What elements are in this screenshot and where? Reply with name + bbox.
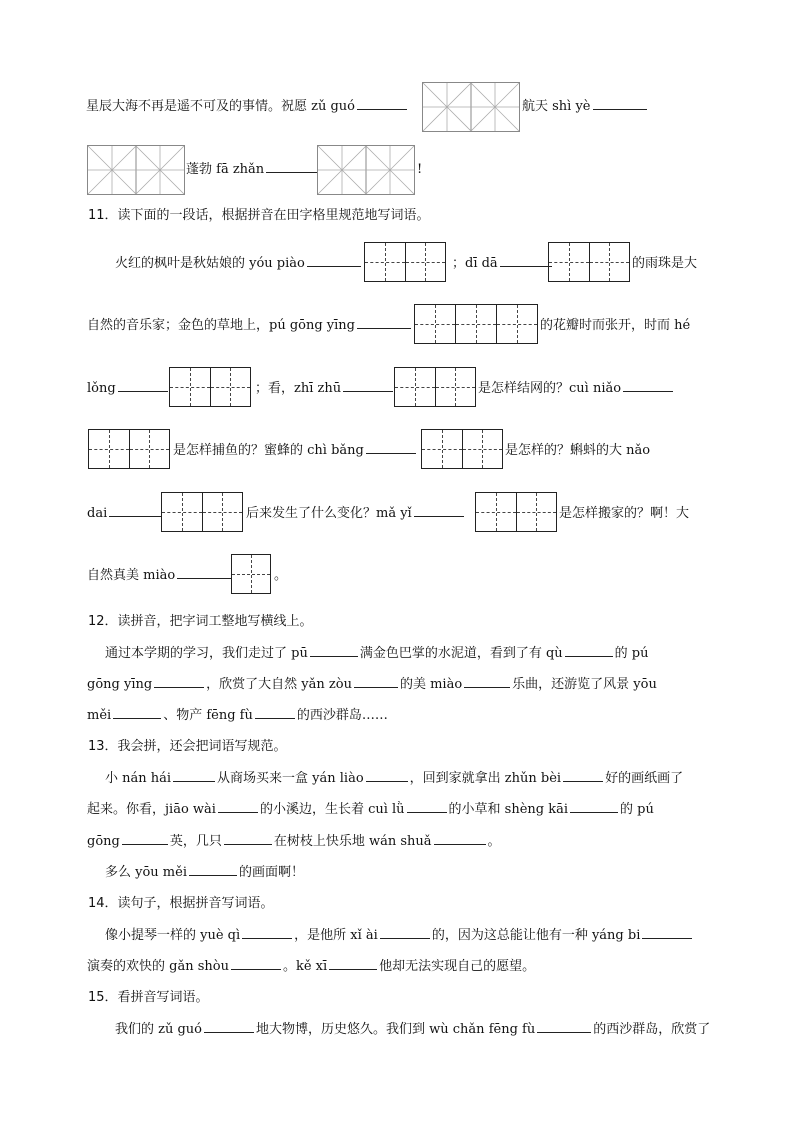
q10-line1-text: 星辰大海不再是遥不可及的事情。祝愿 zǔ guó — [86, 99, 356, 114]
answer-blank[interactable] — [329, 968, 377, 970]
answer-blank[interactable] — [255, 717, 295, 719]
tian-grid-2[interactable] — [169, 367, 251, 407]
answer-blank[interactable] — [109, 515, 161, 517]
text: 他却无法实现自己的愿望。 — [379, 959, 536, 974]
text: dai — [87, 506, 108, 521]
text: 演奏的欢快的 gǎn shòu — [87, 959, 229, 974]
text: 是怎样搬家的？啊！大 — [559, 506, 690, 521]
text: gōng yīng — [87, 677, 153, 692]
answer-blank[interactable] — [177, 577, 231, 579]
text: 通过本学期的学习，我们走过了 pū — [105, 646, 308, 661]
text: 满金色巴掌的水泥道，看到了有 qù — [359, 646, 563, 661]
text: 自然真美 miào — [87, 568, 176, 583]
text: 好的画纸画了 — [605, 771, 684, 786]
answer-blank[interactable] — [380, 937, 430, 939]
answer-blank[interactable] — [593, 108, 647, 110]
text: 是怎样的？蝌蚪的大 nǎo — [505, 443, 651, 458]
text: gōng — [87, 834, 120, 849]
answer-blank[interactable] — [307, 265, 361, 267]
tian-grid-2[interactable] — [394, 367, 476, 407]
answer-blank[interactable] — [122, 843, 168, 845]
text: ，回到家就拿出 zhǔn bèi — [409, 771, 562, 786]
answer-blank[interactable] — [357, 108, 407, 110]
answer-blank[interactable] — [464, 686, 510, 688]
text: 是怎样捕鱼的？蜜蜂的 chì bǎng — [173, 443, 364, 458]
q10-line1-after: 航天 shì yè — [522, 99, 591, 114]
q10-line2-end: ! — [417, 162, 423, 177]
answer-blank[interactable] — [343, 390, 393, 392]
text: 的小草和 shèng kāi — [448, 802, 569, 817]
answer-blank[interactable] — [204, 1031, 254, 1033]
answer-blank[interactable] — [366, 452, 416, 454]
text: 像小提琴一样的 yuè qì — [105, 928, 241, 943]
text: 的 pú — [614, 646, 649, 661]
text: lǒng — [87, 381, 116, 396]
answer-blank[interactable] — [366, 780, 408, 782]
tian-grid-2[interactable] — [88, 429, 170, 469]
answer-blank[interactable] — [113, 717, 161, 719]
answer-blank[interactable] — [266, 171, 318, 173]
q10-line2-after: 蓬勃 fā zhǎn — [186, 162, 265, 177]
text: 火红的枫叶是秋姑娘的 yóu piào — [115, 256, 305, 271]
answer-blank[interactable] — [407, 811, 447, 813]
text: 从商场买来一盒 yán liào — [217, 771, 364, 786]
answer-blank[interactable] — [231, 968, 281, 970]
text: 的 pú — [620, 802, 654, 817]
text: 多么 yōu měi — [105, 865, 187, 880]
question-title: 15．看拼音写词语。 — [88, 990, 209, 1005]
text: 的美 miào — [399, 677, 463, 692]
answer-blank[interactable] — [173, 780, 215, 782]
text: 乐曲，还游览了风景 yōu — [512, 677, 657, 692]
text: měi — [87, 708, 112, 723]
question-title: 13．我会拼，还会把词语写规范。 — [88, 739, 287, 754]
text: 、物产 fēng fù — [163, 708, 253, 723]
answer-blank[interactable] — [354, 686, 398, 688]
text: ，是他所 xǐ ài — [294, 928, 378, 943]
mi-grid-2[interactable] — [87, 145, 185, 195]
text: 的小溪边，生长着 cuì lǜ — [259, 802, 405, 817]
mi-grid-2[interactable] — [422, 82, 520, 132]
tian-grid-2[interactable] — [421, 429, 503, 469]
answer-blank[interactable] — [218, 811, 258, 813]
answer-blank[interactable] — [500, 265, 552, 267]
text: 地大物博，历史悠久。我们到 wù chǎn fēng fù — [256, 1022, 536, 1037]
text: ，欣赏了大自然 yǎn zòu — [206, 677, 352, 692]
text: 后来发生了什么变化？mǎ yǐ — [246, 506, 412, 521]
question-title: 11．读下面的一段话，根据拼音在田字格里规范地写词语。 — [88, 208, 430, 223]
answer-blank[interactable] — [224, 843, 272, 845]
answer-blank[interactable] — [357, 327, 411, 329]
answer-blank[interactable] — [537, 1031, 591, 1033]
answer-blank[interactable] — [154, 686, 204, 688]
answer-blank[interactable] — [623, 390, 673, 392]
tian-grid-1[interactable] — [231, 554, 271, 594]
tian-grid-2[interactable] — [161, 492, 243, 532]
text: 。kě xī — [282, 959, 328, 974]
text: 。 — [487, 834, 501, 849]
answer-blank[interactable] — [414, 515, 464, 517]
answer-blank[interactable] — [310, 655, 358, 657]
text: 我们的 zǔ guó — [115, 1022, 203, 1037]
text: 的雨珠是大 — [632, 256, 698, 271]
answer-blank[interactable] — [570, 811, 618, 813]
answer-blank[interactable] — [642, 937, 692, 939]
text: ；看，zhī zhū — [255, 381, 342, 396]
tian-grid-2[interactable] — [364, 242, 446, 282]
tian-grid-2[interactable] — [548, 242, 630, 282]
answer-blank[interactable] — [434, 843, 486, 845]
text: 起来。你看，jiāo wài — [87, 802, 216, 817]
question-title: 14．读句子，根据拼音写词语。 — [88, 896, 274, 911]
answer-blank[interactable] — [565, 655, 613, 657]
text: ；dī dā — [452, 256, 498, 271]
text: 在树枝上快乐地 wán shuǎ — [273, 834, 432, 849]
question-title: 12．读拼音，把字词工整地写横线上。 — [88, 614, 313, 629]
answer-blank[interactable] — [118, 390, 168, 392]
text: 的西沙群岛，欣赏了 — [593, 1022, 711, 1037]
mi-grid-2[interactable] — [317, 145, 415, 195]
answer-blank[interactable] — [563, 780, 603, 782]
text: 。 — [274, 568, 288, 583]
text: 的画面啊！ — [239, 865, 305, 880]
answer-blank[interactable] — [189, 874, 237, 876]
text: 小 nán hái — [105, 771, 172, 786]
answer-blank[interactable] — [242, 937, 292, 939]
text: 的西沙群岛…… — [296, 708, 388, 723]
text: 的花瓣时而张开，时而 hé — [540, 318, 691, 333]
tian-grid-3[interactable] — [414, 304, 538, 344]
tian-grid-2[interactable] — [475, 492, 557, 532]
text: 是怎样结网的？cuì niǎo — [478, 381, 622, 396]
text: 英，几只 — [169, 834, 222, 849]
text: 的，因为这总能让他有一种 yáng bi — [431, 928, 641, 943]
text: 自然的音乐家；金色的草地上，pú gōng yīng — [87, 318, 355, 333]
